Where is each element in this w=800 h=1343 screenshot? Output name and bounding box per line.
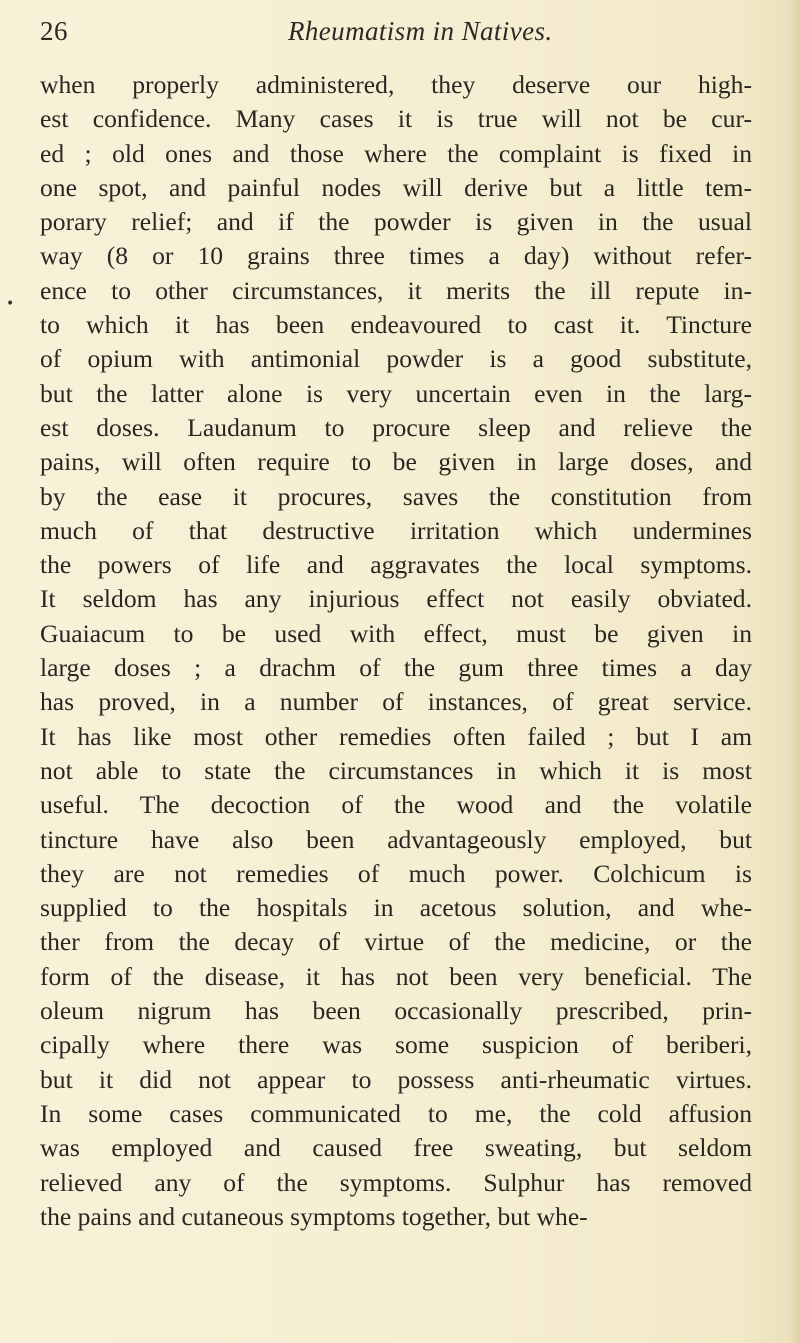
text-line: of opium with antimonial powder is a good substitute, bbox=[40, 344, 752, 374]
text-line: the pains and cutaneous symptoms together, but whe- bbox=[40, 1201, 588, 1231]
text-line: when properly administered, they deserve our high- bbox=[40, 70, 752, 99]
text-line: has proved, in a number of instances, of great service. bbox=[40, 687, 752, 717]
text-line: supplied to the hospitals in acetous solution, and whe- bbox=[40, 893, 752, 923]
page-edge bbox=[790, 0, 800, 1343]
text-line: not able to state the circumstances in which it is most bbox=[40, 755, 752, 785]
running-title: Rheumatism in Natives. bbox=[288, 16, 553, 46]
text-line: est doses. Laudanum to procure sleep and relieve the bbox=[40, 412, 752, 442]
text-line: they are not remedies of much power. Colchicum is bbox=[40, 858, 752, 888]
margin-mark: • bbox=[6, 296, 15, 312]
page-header bbox=[40, 16, 740, 56]
text-line: relieved any of the symptoms. Sulphur has removed bbox=[40, 1167, 752, 1197]
text-line: It seldom has any injurious effect not easily obviated. bbox=[40, 584, 752, 614]
text-line: ed ; old ones and those where the complaint is fixed in bbox=[40, 138, 752, 168]
text-line: by the ease it procures, saves the constitution from bbox=[40, 481, 752, 511]
text-line: ence to other circumstances, it merits the ill repute in- bbox=[40, 275, 752, 305]
text-line: was employed and caused free sweating, but seldom bbox=[40, 1133, 752, 1163]
page-number: 26 bbox=[40, 16, 68, 46]
body-text bbox=[40, 68, 752, 1234]
text-line: porary relief; and if the powder is given in the usual bbox=[40, 207, 752, 237]
text-line: to which it has been endeavoured to cast it. Tincture bbox=[40, 310, 752, 340]
text-line: In some cases communicated to me, the cold affusion bbox=[40, 1098, 752, 1128]
text-line: but it did not appear to possess anti-rheumatic virtues. bbox=[40, 1064, 752, 1094]
text-line: cipally where there was some suspicion of beriberi, bbox=[40, 1030, 752, 1060]
text-line: oleum nigrum has been occasionally prescribed, prin- bbox=[40, 996, 752, 1026]
text-line: est confidence. Many cases it is true will not be cur- bbox=[40, 104, 752, 134]
text-line: one spot, and painful nodes will derive but a little tem- bbox=[40, 172, 752, 202]
text-line: tincture have also been advantageously employed, but bbox=[40, 824, 752, 854]
text-line: way (8 or 10 grains three times a day) without refer- bbox=[40, 241, 752, 271]
text-line: Guaiacum to be used with effect, must be given in bbox=[40, 618, 752, 648]
text-line: pains, will often require to be given in large doses, and bbox=[40, 447, 752, 477]
text-line: useful. The decoction of the wood and the volatile bbox=[40, 790, 752, 820]
text-line: It has like most other remedies often failed ; but I am bbox=[40, 721, 752, 751]
text-line: form of the disease, it has not been very beneficial. The bbox=[40, 961, 752, 991]
text-line: the powers of life and aggravates the local symptoms. bbox=[40, 550, 752, 580]
text-line: much of that destructive irritation which undermines bbox=[40, 515, 752, 545]
text-line: ther from the decay of virtue of the medicine, or the bbox=[40, 927, 752, 957]
text-line: but the latter alone is very uncertain even in the larg- bbox=[40, 378, 752, 408]
text-line: large doses ; a drachm of the gum three times a day bbox=[40, 653, 752, 683]
